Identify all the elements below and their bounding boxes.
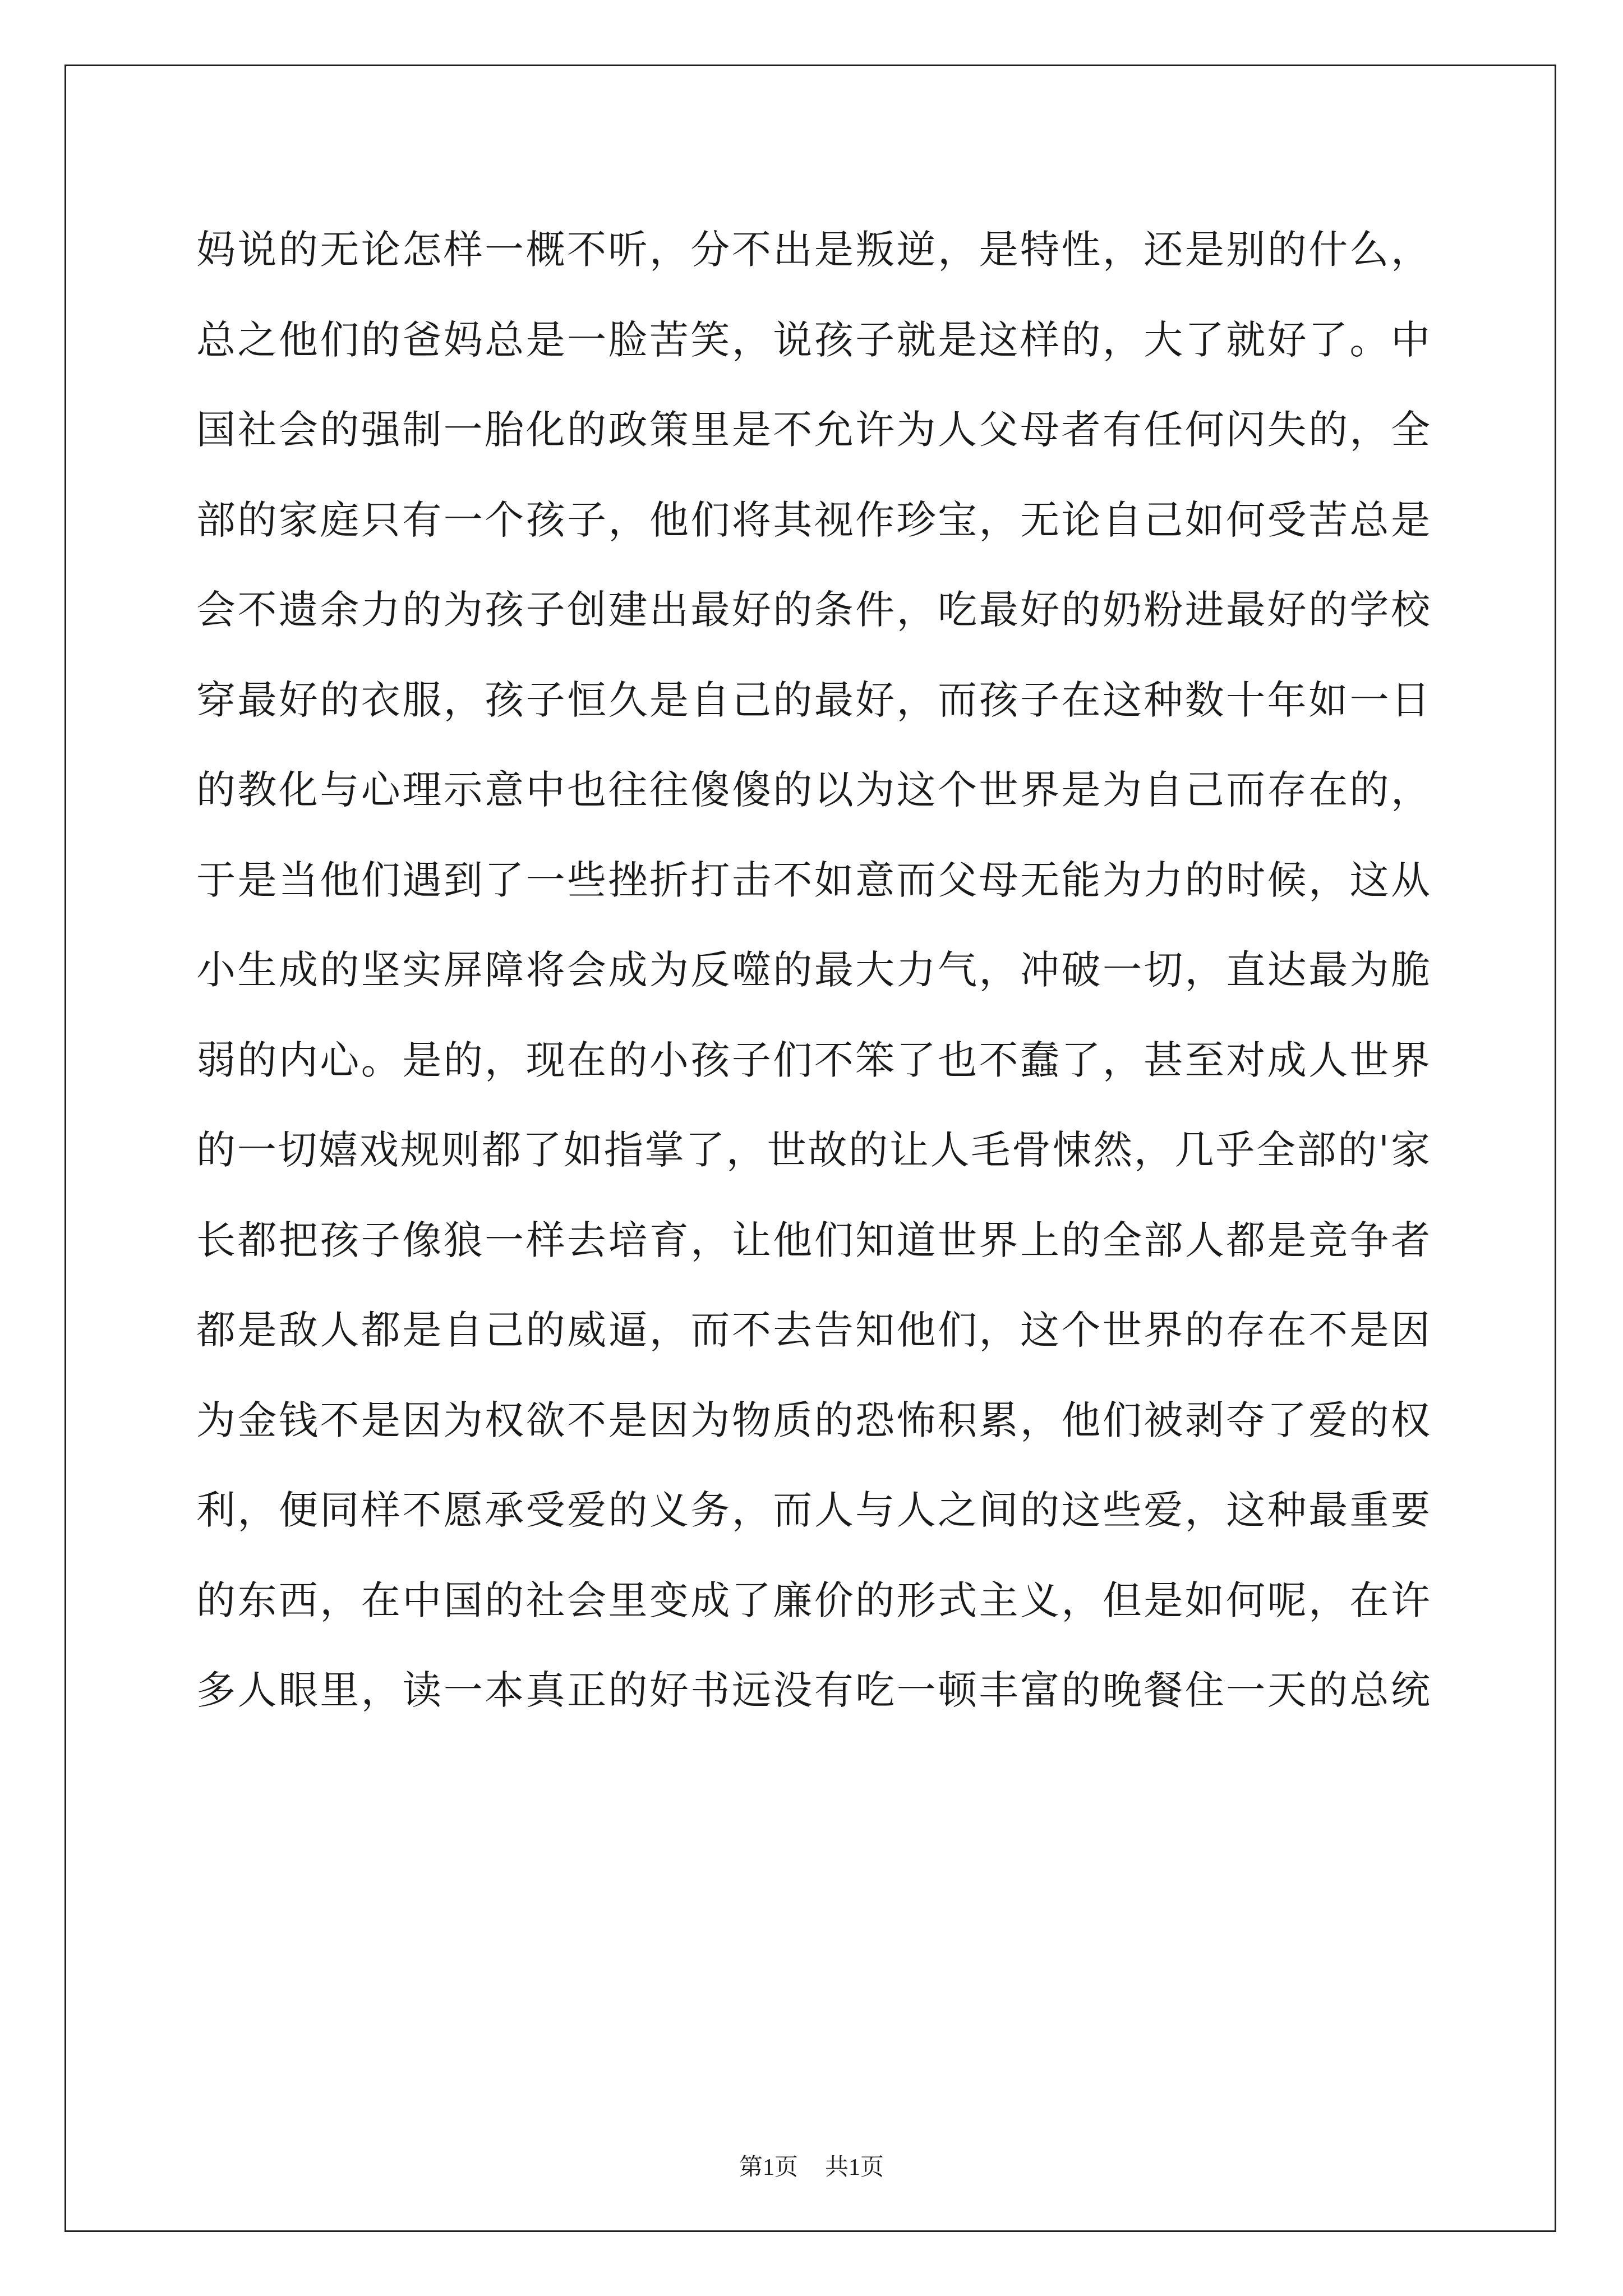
text-line: 穿最好的衣服，孩子恒久是自己的最好，而孩子在这种数十年如一日 (196, 677, 1430, 723)
text-line: 于是当他们遇到了一些挫折打击不如意而父母无能为力的时候，这从 (196, 857, 1430, 903)
text-line: 小生成的坚实屏障将会成为反噬的最大力气，冲破一切，直达最为脆 (196, 947, 1430, 993)
text-line: 部的家庭只有一个孩子，他们将其视作珍宝，无论自己如何受苦总是 (196, 496, 1430, 543)
text-line: 多人眼里，读一本真正的好书远没有吃一顿丰富的晚餐住一天的总统 (196, 1667, 1430, 1713)
text-line: 长都把孩子像狼一样去培育，让他们知道世界上的全部人都是竞争者 (196, 1217, 1430, 1263)
text-line: 利，便同样不愿承受爱的义务，而人与人之间的这些爱，这种最重要 (196, 1487, 1430, 1533)
text-line: 的一切嬉戏规则都了如指掌了，世故的让人毛骨悚然，几乎全部的'家 (196, 1127, 1430, 1173)
text-line: 的教化与心理示意中也往往傻傻的以为这个世界是为自己而存在的， (196, 767, 1430, 813)
page-footer (0, 2148, 1623, 2182)
page-total: 共1页 (825, 2155, 884, 2180)
text-line: 总之他们的爸妈总是一脸苦笑，说孩子就是这样的，大了就好了。中 (196, 316, 1430, 363)
text-line: 为金钱不是因为权欲不是因为物质的恐怖积累，他们被剥夺了爱的权 (196, 1397, 1430, 1443)
text-line: 都是敌人都是自己的威逼，而不去告知他们，这个世界的存在不是因 (196, 1307, 1430, 1353)
body-text (196, 205, 1430, 1736)
text-line: 弱的内心。是的，现在的小孩子们不笨了也不蠢了，甚至对成人世界 (196, 1037, 1430, 1083)
page-number: 第1页 (739, 2155, 798, 2180)
text-line: 国社会的强制一胎化的政策里是不允许为人父母者有任何闪失的，全 (196, 407, 1430, 453)
text-line: 会不遗余力的为孩子创建出最好的条件，吃最好的奶粉进最好的学校 (196, 587, 1430, 633)
text-line: 妈说的无论怎样一概不听，分不出是叛逆，是特性，还是别的什么， (196, 227, 1430, 273)
text-line: 的东西，在中国的社会里变成了廉价的形式主义，但是如何呢，在许 (196, 1577, 1430, 1623)
